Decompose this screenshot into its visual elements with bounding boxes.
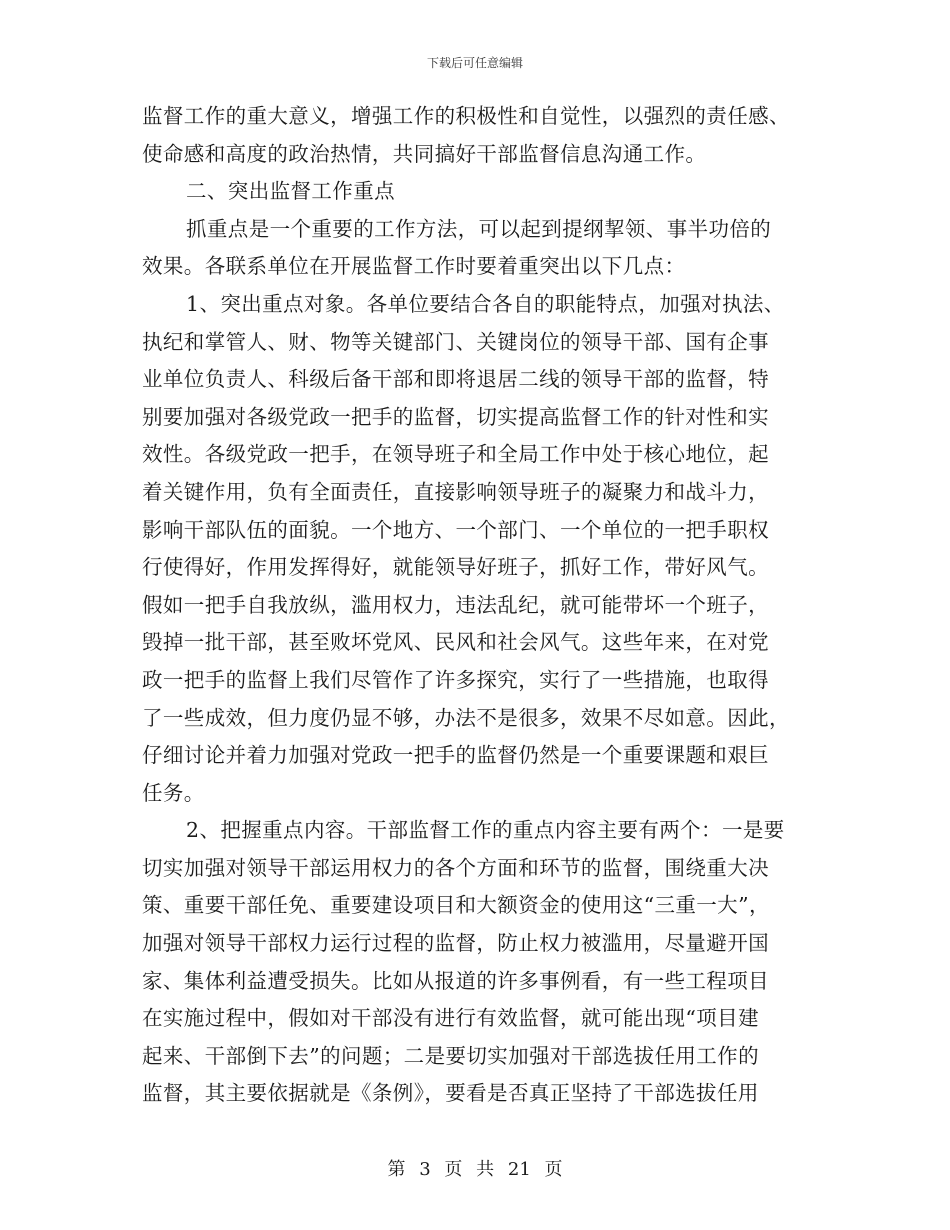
text-line: 业单位负责人、科级后备干部和即将退居二线的领导干部的监督，特 bbox=[142, 367, 769, 392]
text-line: 2、把握重点内容。干部监督工作的重点内容主要有两个：一是要 bbox=[186, 818, 785, 843]
text-line: 监督工作的重大意义，增强工作的积极性和自觉性，以强烈的责任感、 bbox=[142, 104, 790, 128]
text-line: 行使得好，作用发挥得好，就能领导好班子，抓好工作，带好风气。 bbox=[142, 555, 769, 580]
text-line: 监督，其主要依据就是《条例》，要看是否真正坚持了干部选拔任用 bbox=[142, 1081, 759, 1106]
text-line: 加强对领导干部权力运行过程的监督，防止权力被滥用，尽量避开国 bbox=[142, 931, 769, 956]
text-line: 效果。各联系单位在开展监督工作时要着重突出以下几点： bbox=[142, 254, 686, 279]
text-line: 假如一把手自我放纵，滥用权力，违法乱纪，就可能带坏一个班子， bbox=[142, 592, 769, 617]
text-line: 影响干部队伍的面貌。一个地方、一个部门、一个单位的一把手职权 bbox=[142, 517, 769, 542]
page-header: 下载后可任意编辑 bbox=[426, 56, 523, 70]
text-line: 切实加强对领导干部运用权力的各个方面和环节的监督，围绕重大决 bbox=[142, 855, 769, 880]
footer-gong: 共 bbox=[476, 1159, 495, 1180]
footer-ye-end: 页 bbox=[544, 1159, 563, 1180]
text-line: 着关键作用，负有全面责任，直接影响领导班子的凝聚力和战斗力， bbox=[142, 479, 769, 504]
text-line: 抓重点是一个重要的工作方法，可以起到提纲挈领、事半功倍的 bbox=[186, 216, 772, 241]
text-line: 任务。 bbox=[142, 780, 205, 805]
footer-page-number: 3 bbox=[419, 1159, 431, 1180]
text-line: 仔细讨论并着力加强对党政一把手的监督仍然是一个重要课题和艰巨 bbox=[142, 743, 769, 768]
text-line: 策、重要干部任免、重要建设项目和大额资金的使用这“三重一大”， bbox=[142, 893, 770, 918]
footer-total-pages: 21 bbox=[507, 1159, 531, 1180]
text-line: 1、突出重点对象。各单位要结合各自的职能特点，加强对执法、 bbox=[186, 291, 785, 316]
text-line: 效性。各级党政一把手，在领导班子和全局工作中处于核心地位，起 bbox=[142, 442, 769, 467]
page-footer bbox=[0, 1155, 950, 1181]
footer-di: 第 bbox=[387, 1159, 406, 1180]
footer-ye: 页 bbox=[444, 1159, 463, 1180]
text-line: 执纪和掌管人、财、物等关键部门、关键岗位的领导干部、国有企事 bbox=[142, 329, 769, 354]
text-line: 政一把手的监督上我们尽管作了许多探究，实行了一些措施，也取得 bbox=[142, 667, 769, 692]
text-line: 毁掉一批干部，甚至败坏党风、民风和社会风气。这些年来，在对党 bbox=[142, 630, 769, 655]
text-line: 在实施过程中，假如对干部没有进行有效监督，就可能出现“项目建 bbox=[142, 1006, 759, 1031]
text-line: 二、突出监督工作重点 bbox=[186, 179, 395, 204]
text-line: 使命感和高度的政治热情，共同搞好干部监督信息沟通工作。 bbox=[142, 141, 707, 166]
text-line: 别要加强对各级党政一把手的监督，切实提高监督工作的针对性和实 bbox=[142, 404, 769, 429]
document-body bbox=[142, 98, 810, 1113]
text-line: 起来、干部倒下去”的问题；二是要切实加强对干部选拔任用工作的 bbox=[142, 1043, 759, 1068]
text-line: 了一些成效，但力度仍显不够，办法不是很多，效果不尽如意。因此， bbox=[142, 705, 790, 730]
text-line: 家、集体利益遭受损失。比如从报道的许多事例看，有一些工程项目 bbox=[142, 968, 769, 993]
